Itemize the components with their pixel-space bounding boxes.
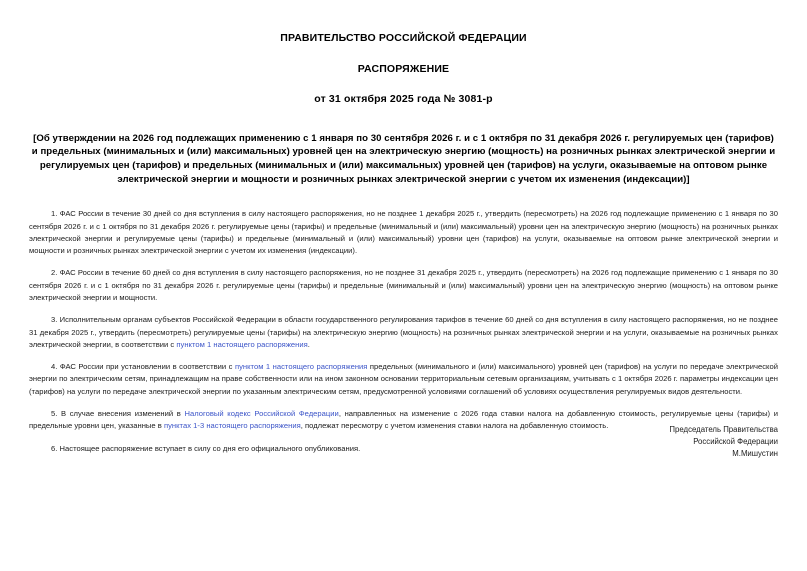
signature-position-line-2: Российской Федерации <box>693 437 778 447</box>
paragraph-1: 1. ФАС России в течение 30 дней со дня вступления в силу настоящего распоряжения, но не позднее 1 декабря 2025 г., утвердить (пересмотреть) на 2026 год подлежащие применению с 1 января по 30 сентября 2026 г. и с 1 октября по 31 декабря 2026 г. регулируемые цены (тарифы) и предельные (минимальный и (или) максимальный) уровни цен на электрическую энергию (мощность) на розничных рынках электрической энергии и регулируемые цены (тарифы) и предельные (минимальный и (или) максимальный) уровни цен (тарифов) на услуги, оказываемые на оптовом рынке электрической энергии и мощности и розничных рынках электрической энергии с учетом их изменения (индексации). <box>29 209 778 256</box>
paragraph-5-text-before-link: 5. В случае внесения изменений в <box>51 409 185 419</box>
paragraph-4 <box>29 361 778 398</box>
paragraph-5-text-middle: , направленных на изменение с 2026 года ставки налога на добавленную стоимость, регулируемые цены (тарифы) и предельные уровни цен, указанные в <box>29 409 778 431</box>
signature-name: М.Мишустин <box>732 449 778 459</box>
signature-position-line-1: Председатель Правительства <box>669 425 778 434</box>
paragraph-3-text-before-link: 3. Исполнительным органам субъектов Российской Федерации в области государственного регулирования тарифов в течение 60 дней со дня вступления в силу настоящего распоряжения, но не позднее 31 декабря 2025 г., утвердить (пересмотреть) регулируемые цены (тарифы) на электрическую энергию (мощность) на розничных рынках электрической энергии и на услуги, оказываемые на розничных рынках электрической энергии, в соответствии с <box>29 315 778 349</box>
document-body <box>29 208 778 455</box>
signature-block <box>669 424 778 460</box>
document-date-and-number: от 31 октября 2025 года № 3081-р <box>314 93 493 106</box>
link-paragraphs-1-3-reference[interactable]: пунктах 1-3 настоящего распоряжения <box>163 421 301 431</box>
paragraph-5-text-after-link: , подлежат пересмотру с учетом изменения ставки налога на добавленную стоимость. <box>300 421 609 431</box>
paragraph-4-text-before-link: 4. ФАС России при установлении в соответствии с <box>51 362 235 372</box>
link-tax-code-reference[interactable]: Налоговый кодекс Российской Федерации <box>184 409 339 419</box>
document-header <box>0 0 807 106</box>
paragraph-3 <box>29 314 778 351</box>
paragraph-6: 6. Настоящее распоряжение вступает в силу со дня его официального опубликования. <box>51 443 361 453</box>
document-type-heading: РАСПОРЯЖЕНИЕ <box>357 62 450 75</box>
government-organization-title: ПРАВИТЕЛЬСТВО РОССИЙСКОЙ ФЕДЕРАЦИИ <box>280 32 527 44</box>
link-paragraph-1-reference[interactable]: пунктом 1 настоящего распоряжения <box>176 339 308 349</box>
paragraph-5 <box>29 408 778 433</box>
paragraph-3-text-after-link: . <box>307 339 310 349</box>
paragraph-4-text-after-link: предельных (минимального и (или) максимального) уровней цен (тарифов) на услуги по передаче электрической энергии по электрическим сетям, принадлежащим на праве собственности или на ином законном основании территориальным сетевым организациям, учитывать с 1 октября 2026 г. параметры индексации цен (тарифов) на услуги по передаче электрической энергии по указанным электрическим сетям, предусмотренной условиями соглашений об условиях осуществления регулируемых видов деятельности. <box>29 362 778 396</box>
document-subject-title: [Об утверждении на 2026 год подлежащих применению с 1 января по 30 сентября 2026 г. и с 1 октября по 31 декабря 2026 г. регулируемых цен (тарифов) и предельных (минимальных и (или) максимальных) уровней цен на электрическую энергию (мощность) на розничных рынках электрической энергии и регулируемых цен (тарифов) и предельных (минимальных и (или) максимальных) уровней цен (тарифов) на услуги, оказываемые на оптовом рынке электрической энергии и мощности и розничных рынках электрической энергии с учетом их изменения (индексации)] <box>31 132 776 185</box>
link-paragraph-1-reference[interactable]: пунктом 1 настоящего распоряжения <box>234 362 368 372</box>
paragraph-2: 2. ФАС России в течение 60 дней со дня вступления в силу настоящего распоряжения, но не позднее 31 декабря 2025 г., утвердить (пересмотреть) на 2026 год подлежащие применению с 1 января по 30 сентября 2026 г. и с 1 октября по 31 декабря 2026 г. регулируемые цены (тарифы) и предельные (минимальный и (или) максимальный) уровни цен на электрическую энергию (мощность) на оптовом рынке электрической энергии и мощности. <box>29 268 778 302</box>
